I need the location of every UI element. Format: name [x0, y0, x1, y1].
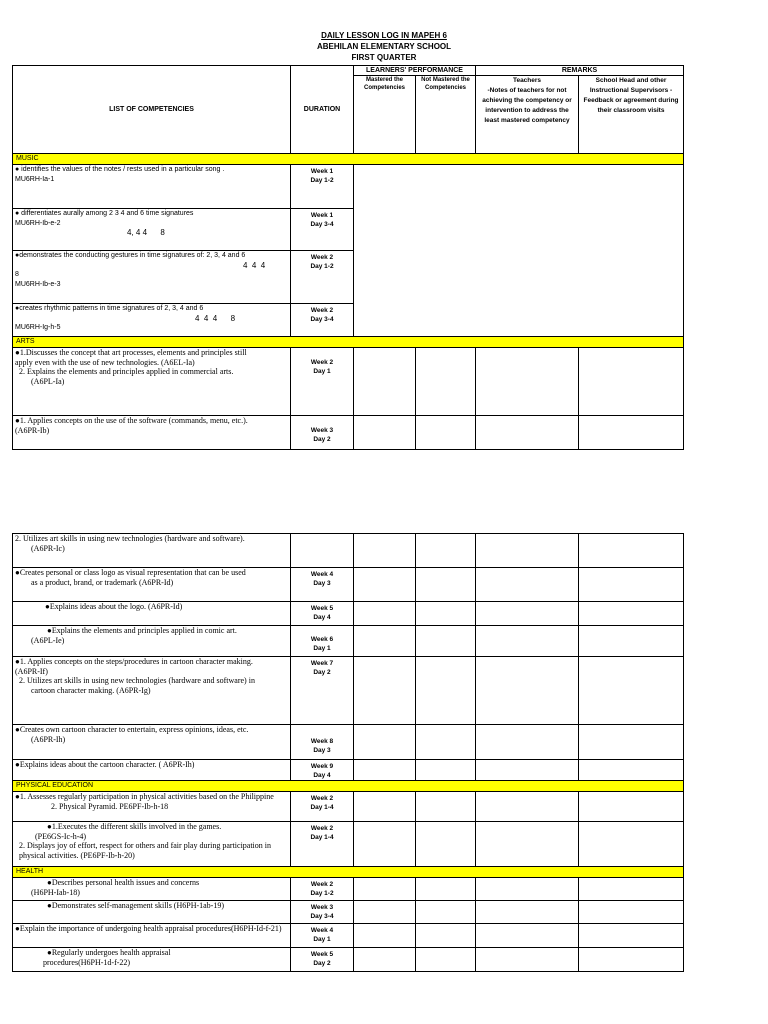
- duration-cell: [291, 792, 354, 822]
- week-label: Week 4: [310, 571, 334, 578]
- teachers-remarks-cell: [476, 657, 579, 725]
- duration-header: DURATION: [291, 66, 354, 154]
- not-mastered-cell: [416, 348, 476, 416]
- head-remarks-header: School Head and other Instructional Supervisors -Feedback or agreement during their classroom visits: [579, 76, 684, 154]
- teachers-title: Teachers: [512, 77, 542, 84]
- duration-cell: [291, 165, 354, 209]
- not-mastered-cell: [416, 792, 476, 822]
- not-mastered-cell: [416, 901, 476, 924]
- competency-code: (A6PL-Ia): [31, 376, 65, 386]
- competency-text: ●Explains ideas about the logo. (A6PR-Id): [45, 602, 183, 611]
- mastered-cell: [354, 568, 416, 602]
- duration-cell: [291, 626, 354, 657]
- competency-text: 2. Explains the elements and principles applied in commercial arts.: [19, 367, 234, 376]
- teachers-remarks-cell: [476, 348, 579, 416]
- competency-code: MU6RH-Ib-e-2: [15, 219, 61, 227]
- teachers-remarks-header: [476, 76, 579, 154]
- competency-code: (PE6GS-Ic-h-4): [35, 831, 87, 841]
- teachers-remarks-cell: [476, 948, 579, 972]
- mastered-cell: [354, 657, 416, 725]
- competency-text: as a product, brand, or trademark (A6PR-Id): [31, 577, 174, 587]
- mastered-cell: [354, 534, 416, 568]
- competency-cell: [13, 304, 291, 337]
- competency-text: ●1.Executes the different skills involved in the games.: [47, 822, 222, 831]
- competency-cell: [13, 165, 291, 209]
- competencies-header: LIST OF COMPETENCIES: [13, 66, 291, 154]
- week-label: Week 2: [310, 307, 334, 314]
- day-label: Day 1: [313, 936, 331, 943]
- duration-cell: [291, 657, 354, 725]
- competency-cell: [13, 348, 291, 416]
- day-label: Day 4: [313, 614, 331, 621]
- day-label: Day 2: [313, 436, 331, 443]
- not-mastered-cell: [416, 602, 476, 626]
- competency-code: (A6PR-Ic): [31, 543, 65, 553]
- week-label: Week 1: [310, 212, 334, 219]
- section-music: MUSIC: [13, 154, 684, 165]
- week-label: Week 8: [310, 738, 334, 745]
- competency-text: ●Explains the elements and principles applied in comic art.: [47, 626, 237, 635]
- duration-cell: [291, 416, 354, 450]
- duration-cell: [291, 948, 354, 972]
- week-label: Week 1: [310, 168, 334, 175]
- head-remarks-cell: [579, 878, 684, 901]
- section-arts: ARTS: [13, 337, 684, 348]
- competency-text: ●Creates personal or class logo as visual representation that can be used: [15, 568, 246, 577]
- mastered-cell: [354, 792, 416, 822]
- competency-code: MU6RH-Ib-e-3: [15, 280, 61, 288]
- not-mastered-cell: [416, 948, 476, 972]
- competency-cell: [13, 760, 291, 781]
- time-signature-denominators: 4, 4 4 8: [127, 228, 165, 237]
- competency-code: (A6PR-Ib): [15, 425, 50, 435]
- time-signature-denominators: 4 4 4 8: [195, 313, 236, 323]
- day-label: Day 1-4: [310, 834, 334, 841]
- competency-cell: [13, 948, 291, 972]
- day-label: Day 1: [313, 368, 331, 375]
- competency-text: ●1. Applies concepts on the steps/procedures in cartoon character making.: [15, 657, 253, 666]
- competency-cell: [13, 924, 291, 948]
- competency-text: ●1. Assesses regularly participation in physical activities based on the Philippine: [15, 792, 274, 801]
- mastered-cell: [354, 924, 416, 948]
- mastered-cell: [354, 901, 416, 924]
- day-label: Day 3-4: [310, 221, 334, 228]
- competency-code: procedures(H6PH-1d-f-22): [43, 957, 131, 967]
- head-remarks-cell: [579, 568, 684, 602]
- document-title: DAILY LESSON LOG IN MAPEH 6: [321, 31, 447, 40]
- not-mastered-cell: [416, 416, 476, 450]
- day-label: Day 3: [313, 580, 331, 587]
- time-signature-denominators: 4 4 4: [243, 260, 266, 270]
- week-label: Week 2: [310, 795, 334, 802]
- not-mastered-cell: [416, 568, 476, 602]
- teachers-remarks-cell: [476, 760, 579, 781]
- document-header: [0, 30, 768, 63]
- head-remarks-cell: [579, 901, 684, 924]
- competency-text: apply even with the use of new technologies. (A6EL-Ia): [15, 357, 195, 367]
- competency-cell: [13, 725, 291, 760]
- teachers-remarks-cell: [476, 568, 579, 602]
- competency-code: (A6PR-If): [15, 666, 48, 676]
- duration-cell: [291, 901, 354, 924]
- week-label: Week 2: [310, 825, 334, 832]
- competency-code: (H6PH-Iab-18): [31, 887, 80, 897]
- mastered-cell: [354, 760, 416, 781]
- teachers-remarks-cell: [476, 924, 579, 948]
- competency-code: (A6PL-Ie): [31, 635, 65, 645]
- competency-text: 2. Displays joy of effort, respect for others and fair play during participation in physical activities. (PE6PF-Ib-h-20): [19, 841, 272, 860]
- competency-cell: [13, 822, 291, 867]
- duration-cell: [291, 760, 354, 781]
- head-remarks-cell: [579, 534, 684, 568]
- competency-code: MU6RH-Ia-1: [15, 175, 55, 183]
- time-signature-denominator: 8: [15, 271, 19, 278]
- head-remarks-cell: [579, 760, 684, 781]
- not-mastered-cell: [416, 878, 476, 901]
- teachers-desc: -Notes of teachers for not achieving the competency or intervention to address the least mastered competency: [482, 87, 572, 124]
- not-mastered-cell: [416, 725, 476, 760]
- head-remarks-cell: [579, 602, 684, 626]
- week-label: Week 3: [310, 904, 334, 911]
- day-label: Day 1-2: [310, 263, 334, 270]
- blank-cell: [354, 165, 684, 337]
- week-label: Week 7: [310, 660, 334, 667]
- competency-cell: [13, 792, 291, 822]
- week-label: Week 5: [310, 605, 334, 612]
- head-remarks-cell: [579, 626, 684, 657]
- competency-cell: [13, 602, 291, 626]
- duration-cell: [291, 251, 354, 304]
- competency-text: 2. Physical Pyramid. PE6PF-Ib-h-18: [51, 801, 169, 811]
- mastered-cell: [354, 348, 416, 416]
- competency-text: ●Demonstrates self-management skills (H6PH-1ab-19): [47, 901, 225, 910]
- competency-text: ●1.Discusses the concept that art processes, elements and principles still: [15, 348, 247, 357]
- remarks-header: REMARKS: [476, 66, 684, 76]
- duration-cell: [291, 348, 354, 416]
- teachers-remarks-cell: [476, 878, 579, 901]
- competency-text: ●Explain the importance of undergoing health appraisal procedures(H6PH-Id-f-21): [15, 924, 282, 933]
- week-label: Week 2: [310, 881, 334, 888]
- mastered-cell: [354, 626, 416, 657]
- not-mastered-header: Not Mastered the Competencies: [416, 76, 476, 154]
- teachers-remarks-cell: [476, 626, 579, 657]
- not-mastered-cell: [416, 534, 476, 568]
- day-label: Day 1-2: [310, 177, 334, 184]
- day-label: Day 2: [313, 960, 331, 967]
- head-remarks-cell: [579, 657, 684, 725]
- competency-text: ●Explains ideas about the cartoon character. ( A6PR-Ih): [15, 760, 195, 769]
- mastered-cell: [354, 416, 416, 450]
- teachers-remarks-cell: [476, 602, 579, 626]
- mastered-cell: [354, 878, 416, 901]
- duration-cell: [291, 602, 354, 626]
- quarter-label: FIRST QUARTER: [351, 53, 417, 62]
- not-mastered-cell: [416, 626, 476, 657]
- competency-cell: [13, 626, 291, 657]
- not-mastered-cell: [416, 822, 476, 867]
- competency-text: 2. Utilizes art skills in using new technologies (hardware and software) in: [19, 676, 255, 685]
- teachers-remarks-cell: [476, 725, 579, 760]
- duration-cell: [291, 568, 354, 602]
- head-remarks-cell: [579, 948, 684, 972]
- day-label: Day 3-4: [310, 913, 334, 920]
- duration-cell: [291, 924, 354, 948]
- head-remarks-cell: [579, 822, 684, 867]
- duration-cell: [291, 878, 354, 901]
- day-label: Day 1-2: [310, 890, 334, 897]
- week-label: Week 3: [310, 427, 334, 434]
- competency-text: ● identifies the values of the notes / rests used in a particular song .: [15, 166, 225, 173]
- mastered-cell: [354, 822, 416, 867]
- competency-text: ●Regularly undergoes health appraisal: [47, 948, 171, 957]
- competency-text: ●demonstrates the conducting gestures in time signatures of: 2, 3, 4 and 6: [15, 252, 246, 259]
- competency-text: ●Describes personal health issues and concerns: [47, 878, 200, 887]
- not-mastered-cell: [416, 760, 476, 781]
- duration-cell: [291, 534, 354, 568]
- week-label: Week 5: [310, 951, 334, 958]
- week-label: Week 2: [310, 359, 334, 366]
- school-name: ABEHILAN ELEMENTARY SCHOOL: [316, 42, 452, 51]
- competency-cell: [13, 416, 291, 450]
- competency-cell: [13, 209, 291, 251]
- teachers-remarks-cell: [476, 416, 579, 450]
- section-health: HEALTH: [13, 867, 684, 878]
- lesson-table-page1: [12, 65, 684, 450]
- not-mastered-cell: [416, 924, 476, 948]
- duration-cell: [291, 209, 354, 251]
- competency-cell: [13, 878, 291, 901]
- competency-code: (A6PR-Ih): [31, 734, 66, 744]
- lesson-table-page2: [12, 533, 684, 972]
- teachers-remarks-cell: [476, 534, 579, 568]
- learners-performance-header: LEARNERS' PERFORMANCE: [354, 66, 476, 76]
- teachers-remarks-cell: [476, 792, 579, 822]
- mastered-header: Mastered the Competencies: [354, 76, 416, 154]
- competency-text: cartoon character making. (A6PR-Ig): [31, 685, 151, 695]
- head-remarks-cell: [579, 348, 684, 416]
- head-remarks-cell: [579, 725, 684, 760]
- section-physical-education: PHYSICAL EDUCATION: [13, 781, 684, 792]
- day-label: Day 4: [313, 772, 331, 779]
- head-remarks-cell: [579, 792, 684, 822]
- competency-code: MU6RH-Ig-h-5: [15, 324, 61, 331]
- mastered-cell: [354, 948, 416, 972]
- competency-cell: [13, 568, 291, 602]
- week-label: Week 2: [310, 254, 334, 261]
- teachers-remarks-cell: [476, 901, 579, 924]
- week-label: Week 6: [310, 636, 334, 643]
- competency-cell: [13, 657, 291, 725]
- week-label: Week 4: [310, 927, 334, 934]
- competency-text: ●Creates own cartoon character to entertain, express opinions, ideas, etc.: [15, 725, 249, 734]
- day-label: Day 2: [313, 669, 331, 676]
- teachers-remarks-cell: [476, 822, 579, 867]
- duration-cell: [291, 822, 354, 867]
- competency-cell: [13, 534, 291, 568]
- mastered-cell: [354, 602, 416, 626]
- competency-text: ●creates rhythmic patterns in time signatures of 2, 3, 4 and 6: [15, 305, 204, 312]
- head-remarks-cell: [579, 416, 684, 450]
- competency-text: ● differentiates aurally among 2 3 4 and 6 time signatures: [15, 210, 194, 217]
- mastered-cell: [354, 725, 416, 760]
- duration-cell: [291, 304, 354, 337]
- competency-text: ●1. Applies concepts on the use of the software (commands, menu, etc.).: [15, 416, 248, 425]
- day-label: Day 3: [313, 747, 331, 754]
- head-remarks-cell: [579, 924, 684, 948]
- day-label: Day 1-4: [310, 804, 334, 811]
- duration-cell: [291, 725, 354, 760]
- week-label: Week 9: [310, 763, 334, 770]
- competency-cell: [13, 251, 291, 304]
- not-mastered-cell: [416, 657, 476, 725]
- day-label: Day 1: [313, 645, 331, 652]
- competency-cell: [13, 901, 291, 924]
- competency-text: 2. Utilizes art skills in using new technologies (hardware and software).: [15, 534, 245, 543]
- day-label: Day 3-4: [310, 316, 334, 323]
